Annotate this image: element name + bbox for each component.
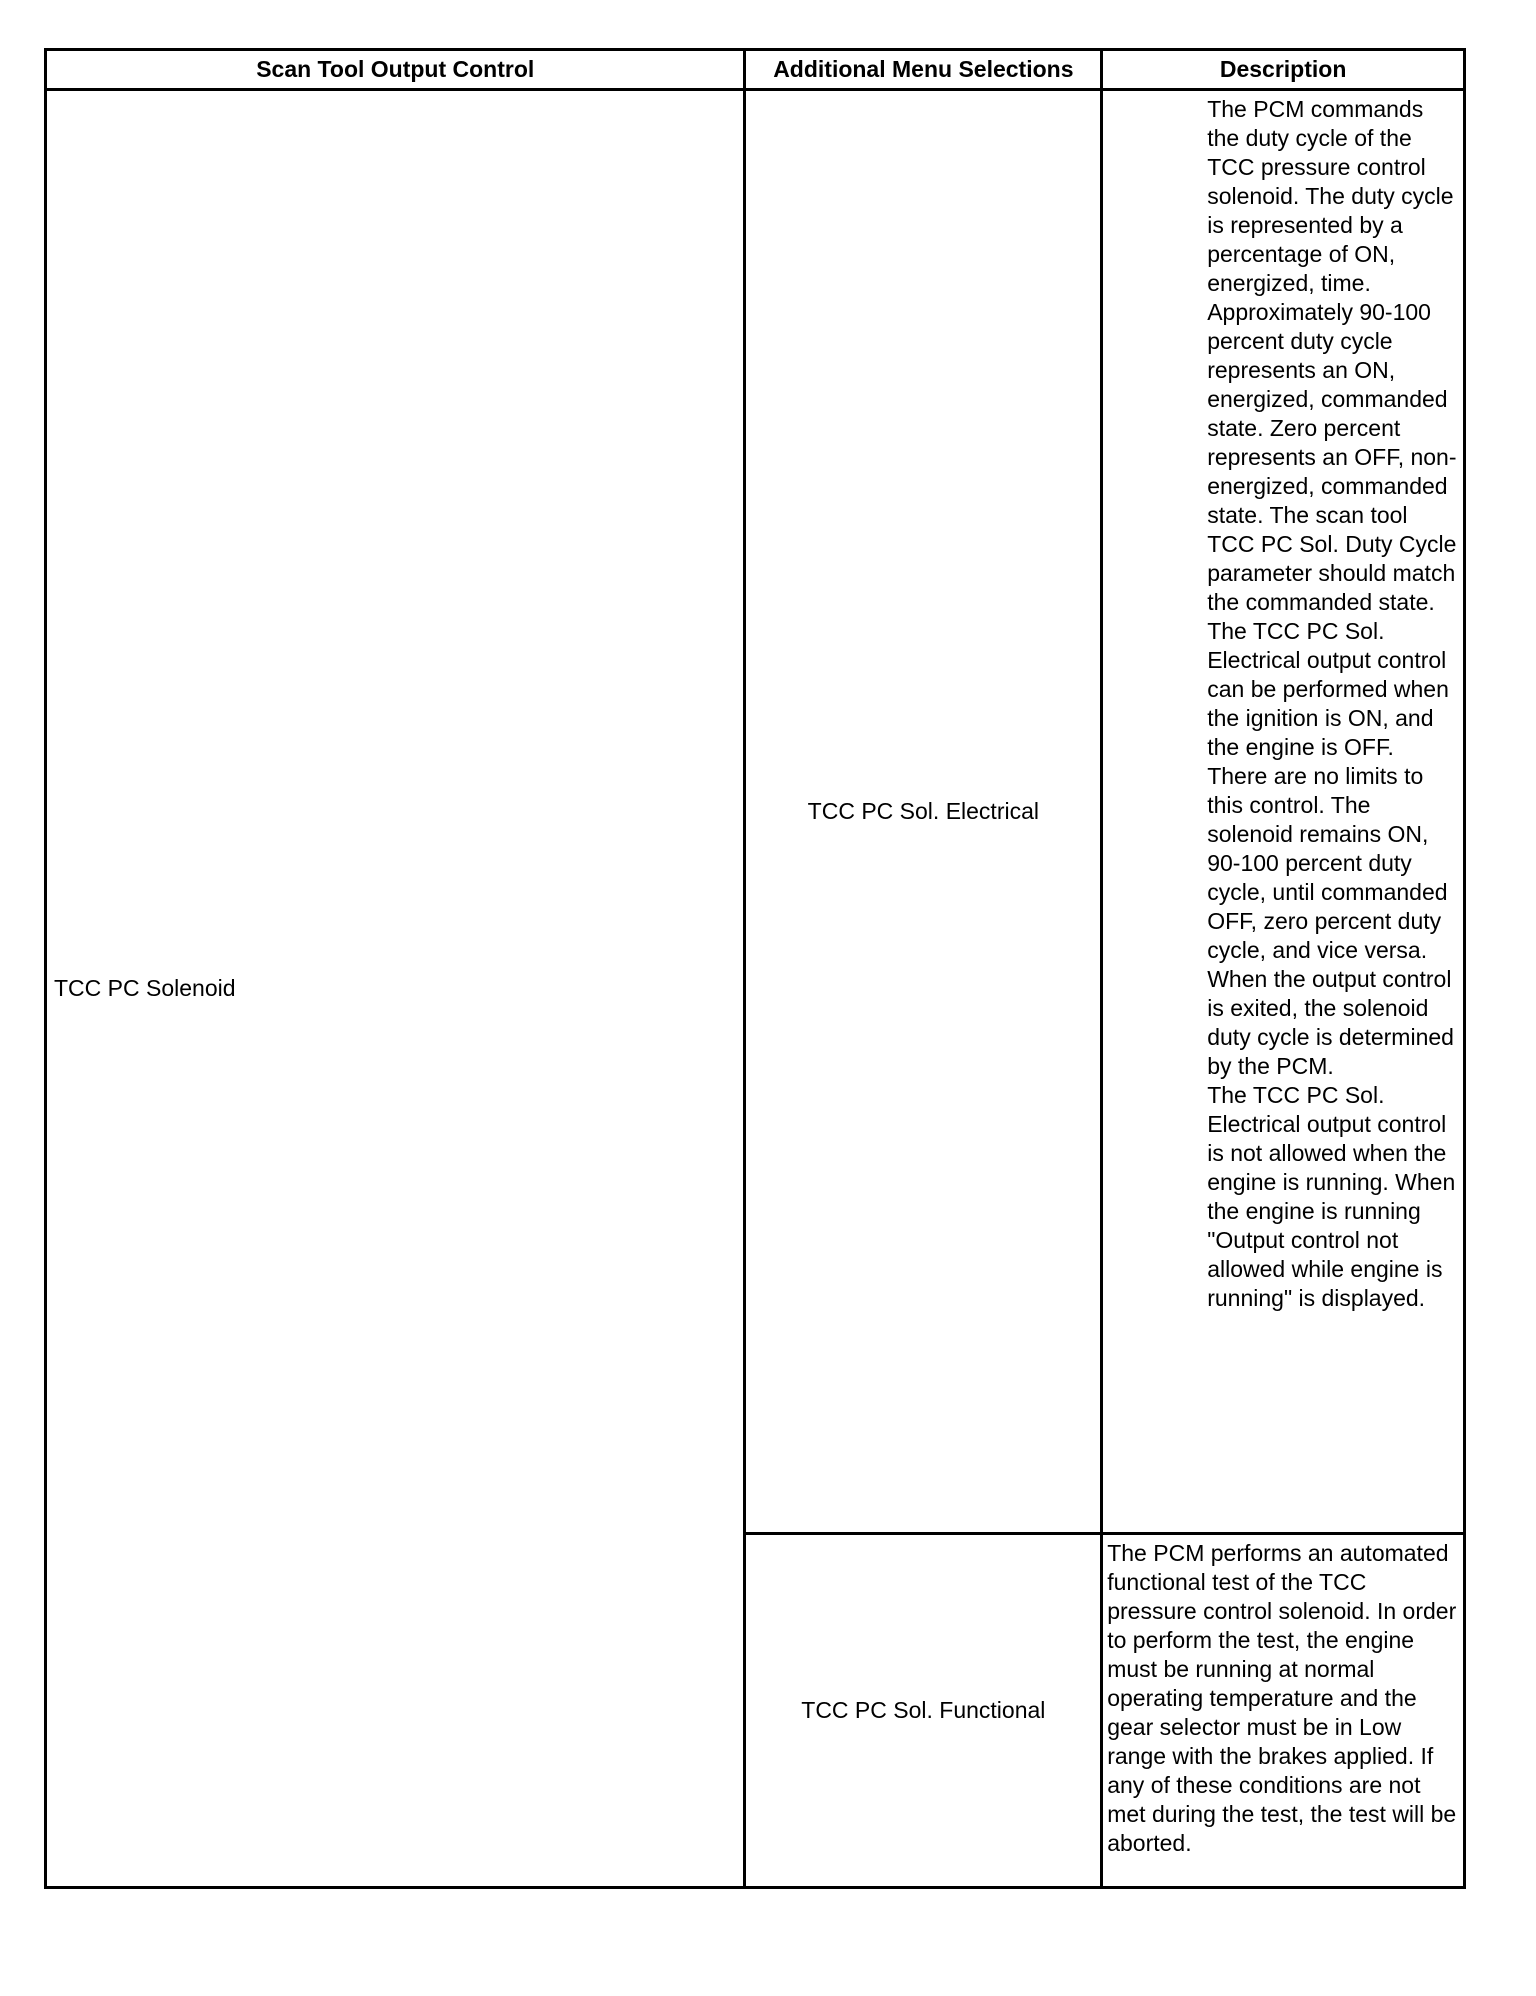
- description-text: [1207, 91, 1459, 1315]
- description-cell: [1102, 90, 1465, 1534]
- output-control-table: [44, 48, 1466, 1889]
- header-description: Description: [1102, 50, 1465, 90]
- description-cell: [1102, 1534, 1465, 1888]
- description-paragraph: The TCC PC Sol. Electrical output control can be performed when the ignition is ON, and the engine is OFF. There are no limits to this control. The solenoid remains ON, 90-100 percent duty cycle, until commanded OFF, zero percent duty cycle, and vice versa. When the output control is exited, the solenoid duty cycle is determined by the PCM.: [1207, 618, 1454, 1079]
- header-additional-menu-selections: Additional Menu Selections: [745, 50, 1102, 90]
- control-name-cell: TCC PC Solenoid: [46, 90, 745, 1888]
- description-text: [1107, 1535, 1459, 1860]
- table-row: [46, 90, 1465, 1534]
- description-paragraph: The PCM performs an automated functional test of the TCC pressure control solenoid. In order to perform the test, the engine must be running at normal operating temperature and the gear selector must be in Low range with the brakes applied. If any of these conditions are not met during the test, the test will be aborted.: [1107, 1540, 1457, 1856]
- description-paragraph: The TCC PC Sol. Electrical output control is not allowed when the engine is running. When the engine is running "Output control not allowed while engine is running" is displayed.: [1207, 1082, 1456, 1311]
- table-header-row: [46, 50, 1465, 90]
- description-paragraph: The PCM commands the duty cycle of the TCC pressure control solenoid. The duty cycle is represented by a percentage of ON, energized, time. Approximately 90-100 percent duty cycle represents an ON, energized, commanded state. Zero percent represents an OFF, non-energized, commanded state. The scan tool TCC PC Sol. Duty Cycle parameter should match the commanded state.: [1207, 96, 1457, 615]
- menu-selection-cell: TCC PC Sol. Electrical: [745, 90, 1102, 1534]
- menu-selection-cell: TCC PC Sol. Functional: [745, 1534, 1102, 1888]
- header-scan-tool-output-control: Scan Tool Output Control: [46, 50, 745, 90]
